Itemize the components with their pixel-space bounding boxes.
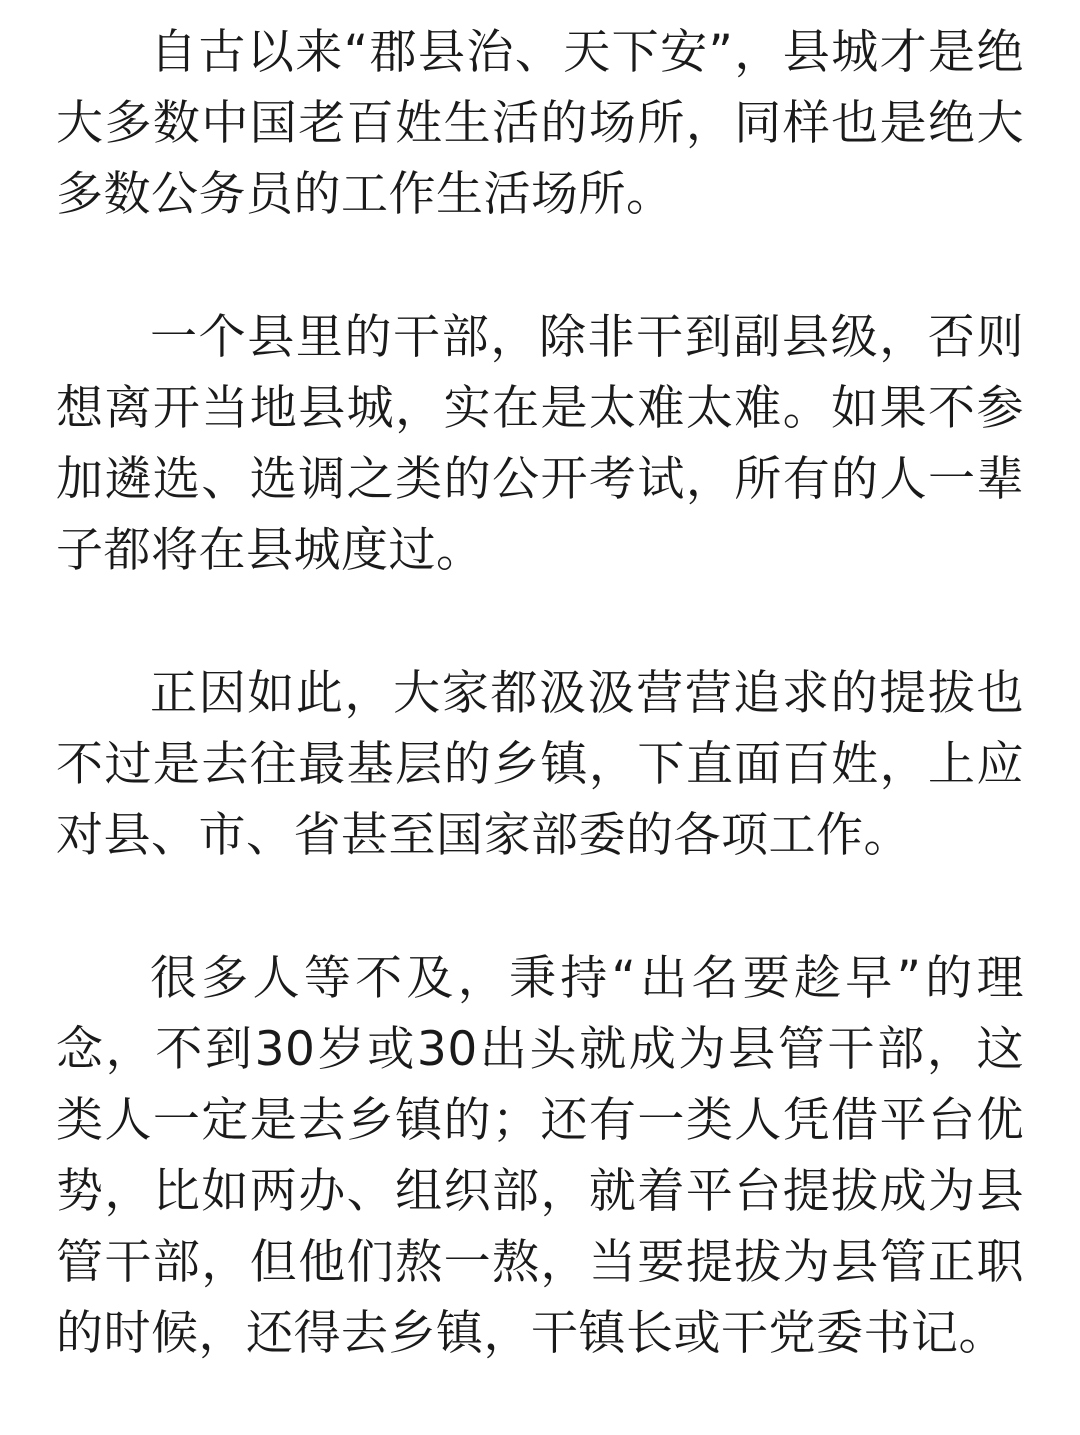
article-paragraph-4: 很多人等不及，秉持“出名要趁早”的理念，不到30岁或30出头就成为县管干部，这类人一定是去乡镇的；还有一类人凭借平台优势，比如两办、组织部，就着平台提拔成为县管干部，但他们熬一熬，当要提拔为县管正职的时候，还得去乡镇，干镇长或干党委书记。 [56, 951, 1024, 1361]
article-body [56, 17, 1024, 1369]
article-paragraph-3: 正因如此，大家都汲汲营营追求的提拔也不过是去往最基层的乡镇，下直面百姓，上应对县、市、省甚至国家部委的各项工作。 [56, 666, 1024, 863]
article-paragraph-1: 自古以来“郡县治、天下安”，县城才是绝大多数中国老百姓生活的场所，同样也是绝大多数公务员的工作生活场所。 [56, 25, 1024, 222]
article-paragraph-2: 一个县里的干部，除非干到副县级，否则想离开当地县城，实在是太难太难。如果不参加遴选、选调之类的公开考试，所有的人一辈子都将在县城度过。 [56, 310, 1024, 578]
